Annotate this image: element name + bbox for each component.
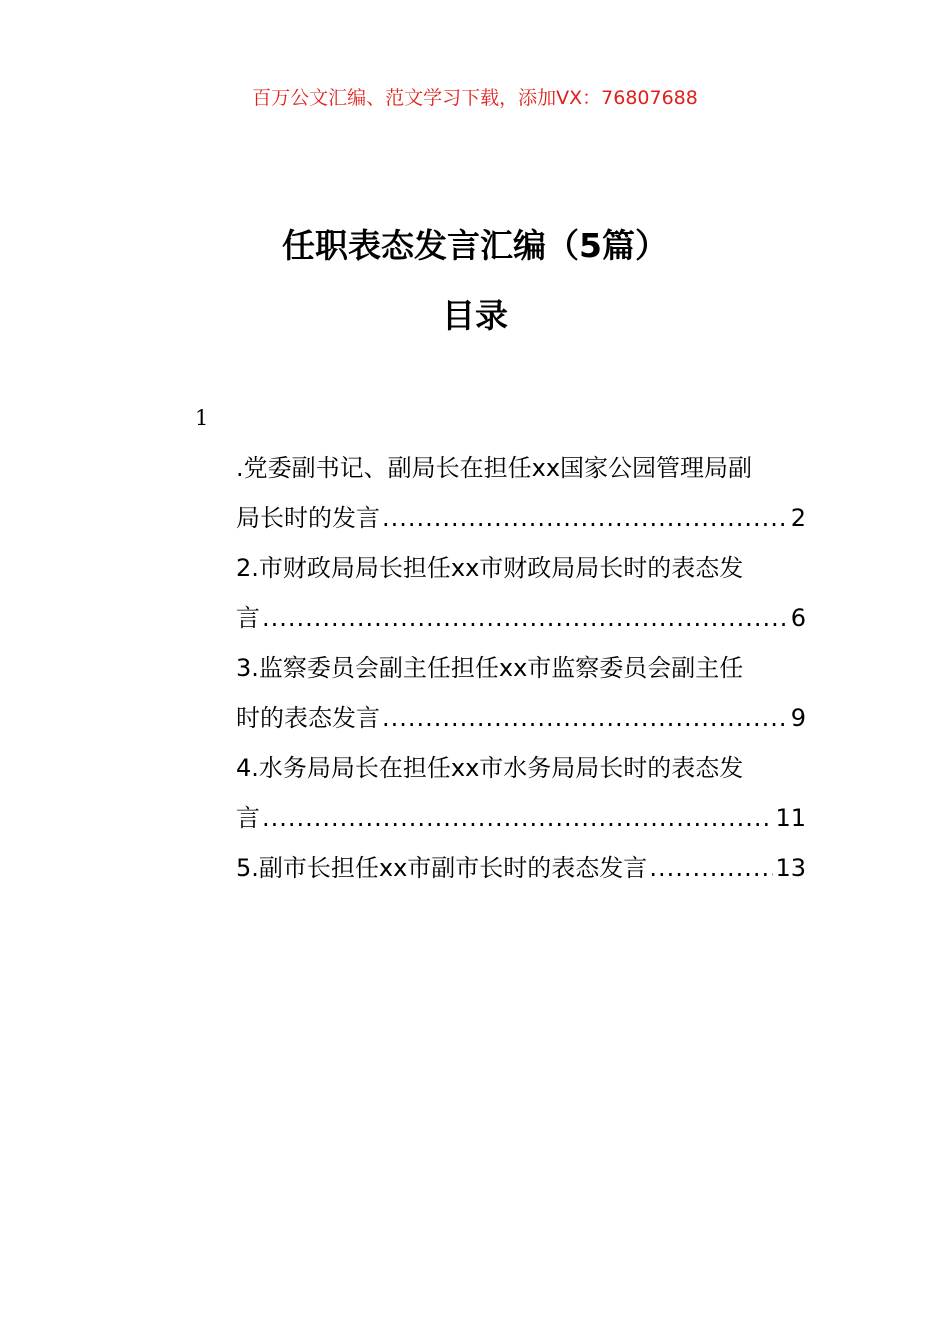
toc-entry-text: .党委副书记、副局长在担任xx国家公园管理局副: [236, 454, 753, 482]
toc-dot-leader: [262, 593, 789, 643]
stray-list-number: 1: [195, 406, 209, 430]
toc-entry[interactable]: [236, 743, 806, 843]
toc-page-number: 6: [790, 604, 806, 632]
toc-entry-text: 2.市财政局局长担任xx市财政局局长时的表态发: [236, 554, 744, 582]
toc-entry-text: 3.监察委员会副主任担任xx市监察委员会副主任: [236, 654, 744, 682]
toc-dot-leader: [382, 493, 789, 543]
toc-page-number: 13: [775, 854, 806, 882]
table-of-contents: [236, 443, 806, 893]
toc-entry-text: 言: [236, 804, 260, 832]
toc-entry[interactable]: [236, 443, 806, 543]
document-title: 任职表态发言汇编（5篇）: [282, 226, 668, 265]
toc-page-number: 2: [790, 504, 806, 532]
header-watermark-note: 百万公文汇编、范文学习下载，添加VX：76807688: [252, 87, 698, 109]
toc-entry-text: 时的表态发言: [236, 704, 380, 732]
toc-entry-text: 局长时的发言: [236, 504, 380, 532]
toc-page-number: 9: [790, 704, 806, 732]
toc-page-number: 11: [775, 804, 806, 832]
toc-dot-leader: [649, 843, 773, 893]
toc-entry-text: 5.副市长担任xx市副市长时的表态发言: [236, 854, 648, 882]
toc-entry[interactable]: [236, 843, 806, 893]
toc-entry-text: 4.水务局局长在担任xx市水务局局长时的表态发: [236, 754, 744, 782]
toc-dot-leader: [382, 693, 789, 743]
toc-entry[interactable]: [236, 643, 806, 743]
toc-entry-text: 言: [236, 604, 260, 632]
toc-entry[interactable]: [236, 543, 806, 643]
toc-heading: 目录: [442, 296, 508, 335]
toc-dot-leader: [262, 793, 773, 843]
